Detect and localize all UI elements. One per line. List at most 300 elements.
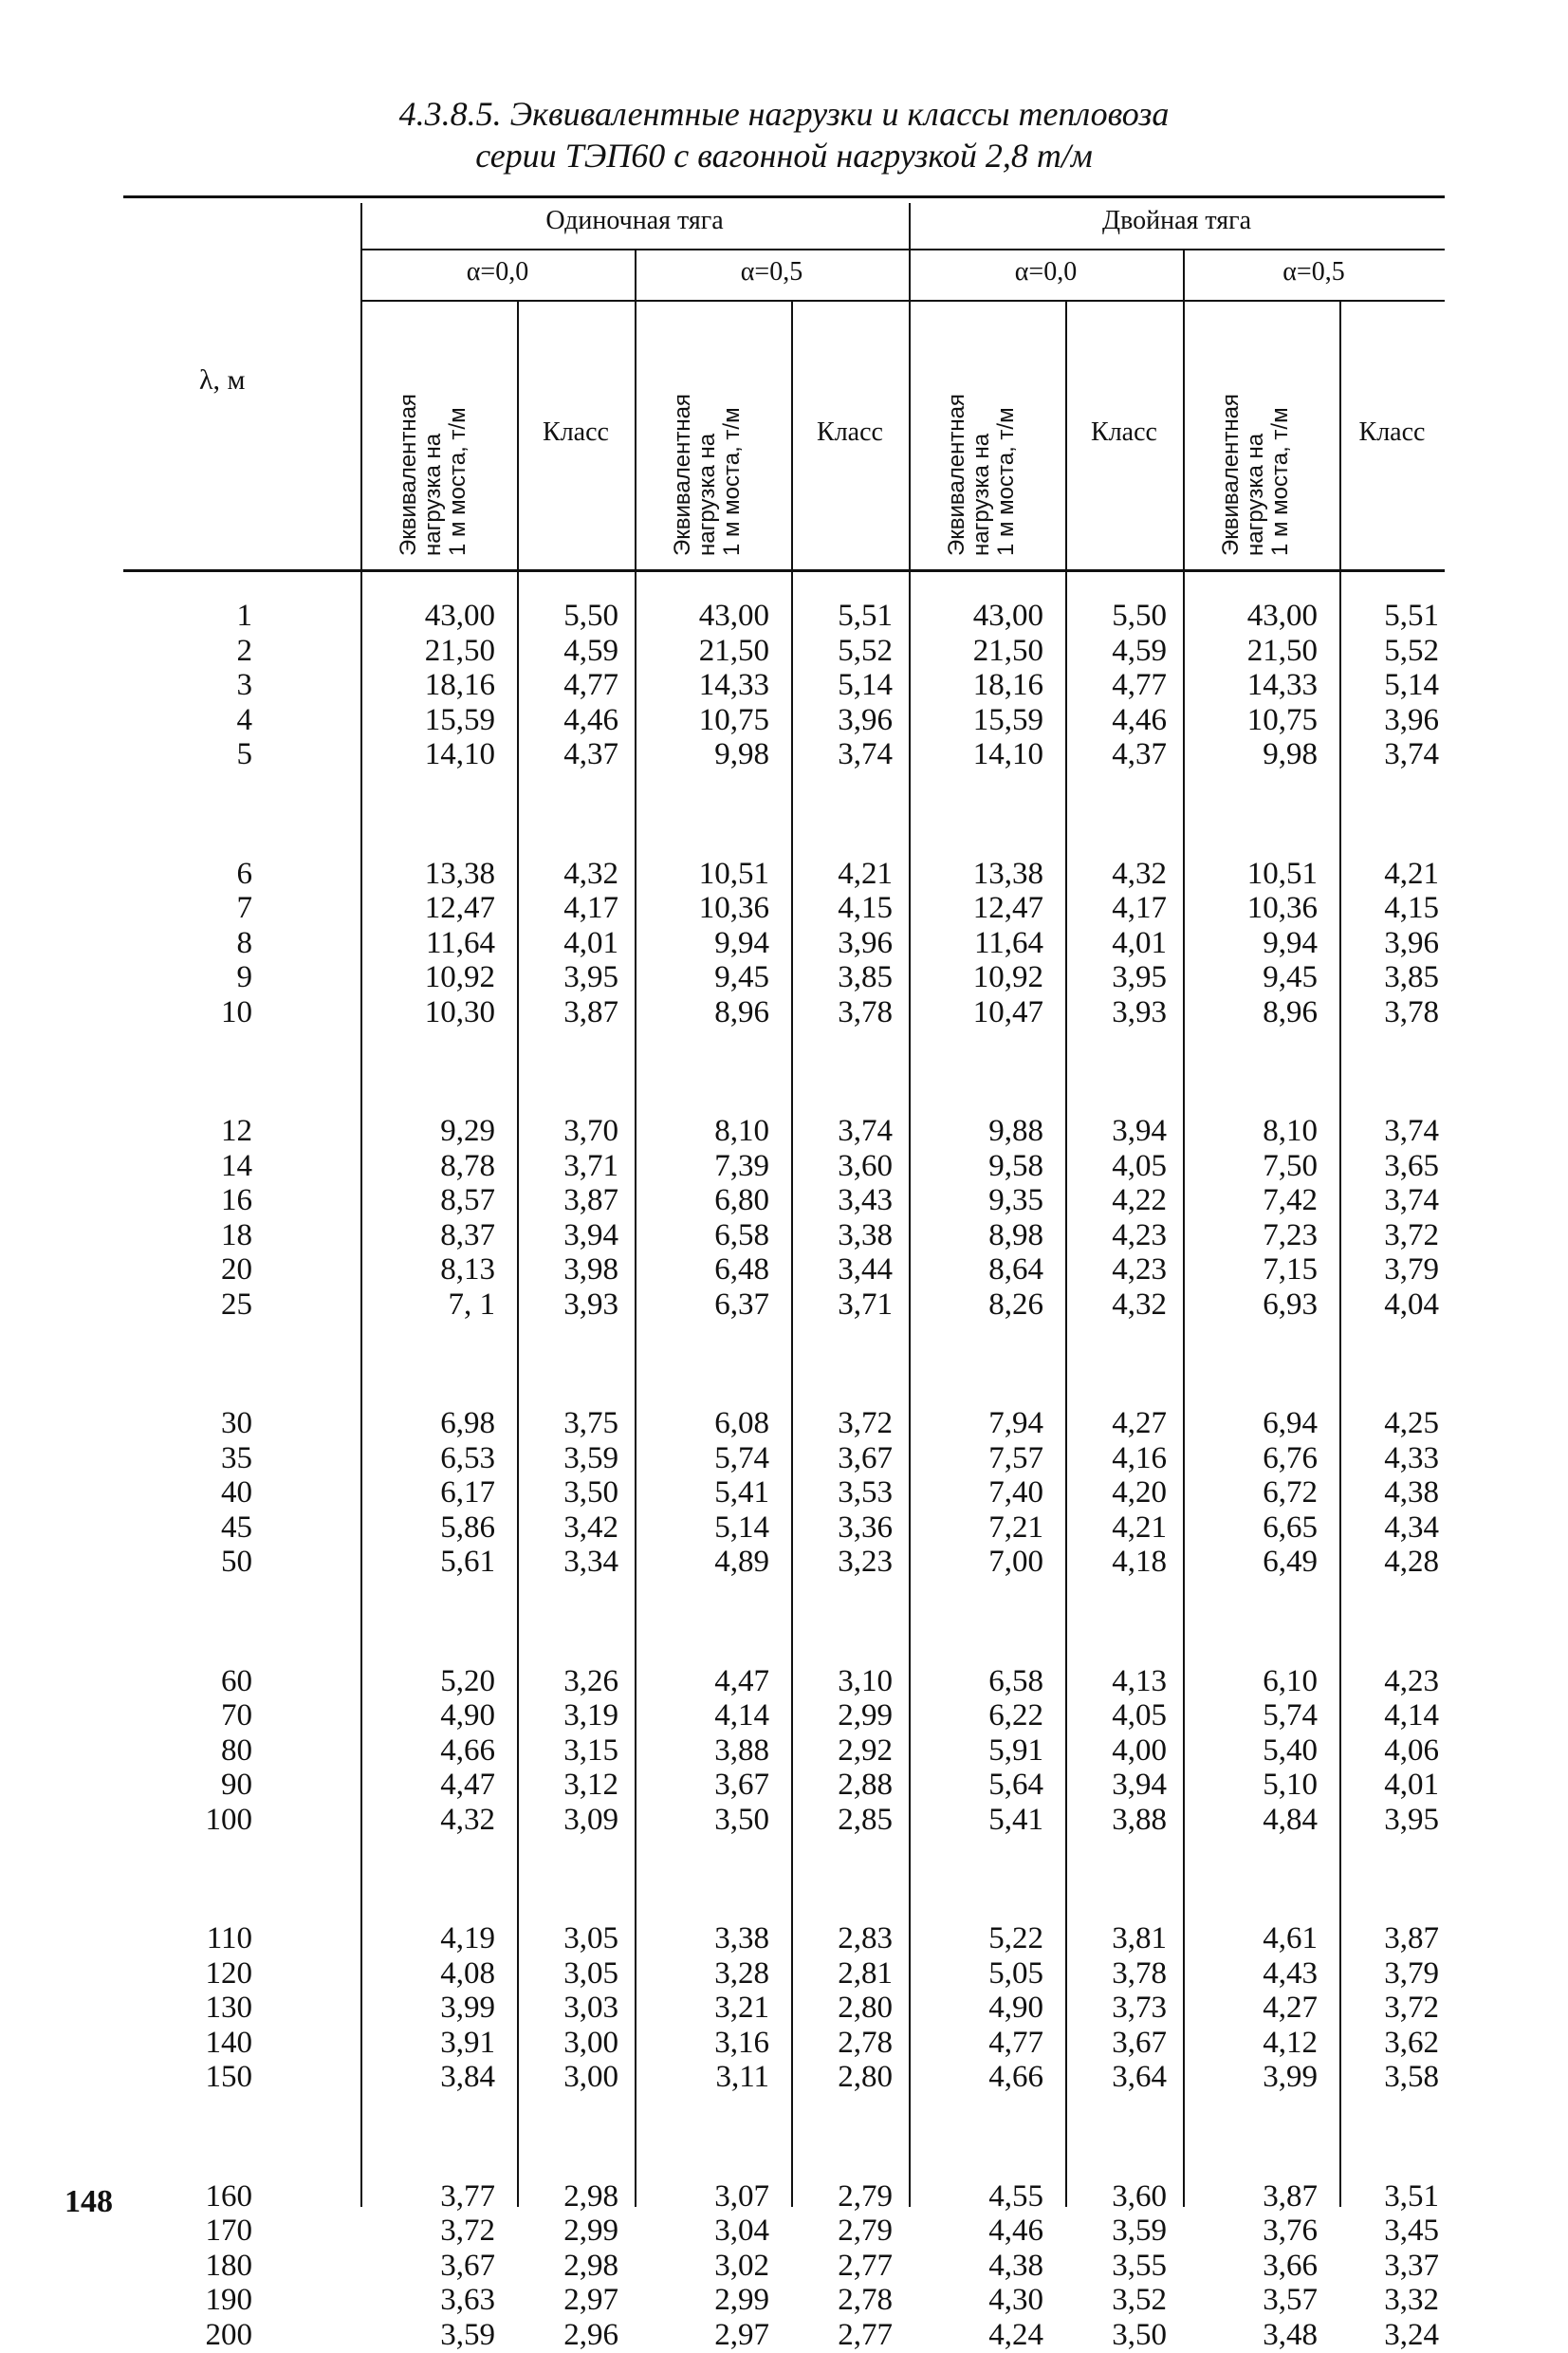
table-cell: 3,00 bbox=[563, 2025, 618, 2060]
table-cell: 3,64 bbox=[1112, 2060, 1167, 2094]
table-cell: 3,02 bbox=[714, 2248, 769, 2283]
table-cell: 3,72 bbox=[838, 1406, 893, 1440]
group-gap bbox=[1070, 2095, 1167, 2179]
table-cell: 3,51 bbox=[1384, 2178, 1439, 2214]
table-cell: 4,00 bbox=[1112, 1732, 1167, 1768]
table-cell: 6,53 bbox=[440, 1440, 495, 1475]
table-cell: 4,18 bbox=[1112, 1545, 1167, 1579]
table-cell: 18,16 bbox=[972, 668, 1043, 702]
table-cell: 4,46 bbox=[563, 702, 618, 737]
lambda-column-rule bbox=[360, 203, 362, 2207]
table-cell: 3,96 bbox=[838, 925, 893, 960]
double-a0-class-header: Класс bbox=[1091, 417, 1157, 447]
table-cell: 14,10 bbox=[972, 737, 1043, 771]
table-cell: 3,60 bbox=[1112, 2178, 1167, 2214]
table-cell: 4,55 bbox=[988, 2178, 1043, 2214]
table-cell: 4,24 bbox=[988, 2317, 1043, 2352]
table-cell: 4,04 bbox=[1384, 1287, 1439, 1322]
table-cell: 3,71 bbox=[563, 1148, 618, 1183]
table-cell: 7,39 bbox=[714, 1148, 769, 1183]
table-cell: 3,57 bbox=[1263, 2283, 1318, 2317]
table-cell: 11,64 bbox=[973, 925, 1043, 960]
table-cell: 8,10 bbox=[714, 1114, 769, 1148]
table-cell: 4,77 bbox=[563, 668, 618, 702]
table-cell: 4,16 bbox=[1112, 1440, 1167, 1475]
table-cell: 90 bbox=[221, 1768, 252, 1802]
table-cell: 3,88 bbox=[714, 1732, 769, 1768]
table-cell: 5,41 bbox=[988, 1802, 1043, 1837]
table-cell: 13,38 bbox=[424, 856, 495, 891]
table-cell: 10,30 bbox=[424, 994, 495, 1029]
table-cell: 3,74 bbox=[838, 1114, 893, 1148]
single-a0-class-rule bbox=[517, 302, 519, 2207]
table-cell: 14,33 bbox=[1246, 668, 1318, 702]
table-cell: 3,67 bbox=[714, 1768, 769, 1802]
table-cell: 4,23 bbox=[1112, 1252, 1167, 1287]
table-cell: 5,74 bbox=[1263, 1698, 1318, 1732]
single-a0-load-column bbox=[370, 599, 495, 2352]
table-cell: 3,74 bbox=[1384, 1183, 1439, 1217]
table-cell: 120 bbox=[205, 1955, 252, 1991]
table-cell: 5,74 bbox=[714, 1440, 769, 1475]
group-gap bbox=[1192, 1837, 1318, 1921]
table-cell: 150 bbox=[205, 2060, 252, 2094]
double-traction-header: Двойная тяга bbox=[1101, 206, 1252, 235]
table-cell: 3,36 bbox=[838, 1510, 893, 1545]
table-cell: 3,03 bbox=[563, 1991, 618, 2025]
double-traction-rule bbox=[909, 203, 911, 2207]
group-gap bbox=[796, 2095, 893, 2179]
table-cell: 9,45 bbox=[1263, 960, 1318, 994]
group-gap bbox=[370, 1322, 495, 1406]
table-cell: 5,86 bbox=[440, 1510, 495, 1545]
table-cell: 3,04 bbox=[714, 2214, 769, 2248]
table-cell: 4,17 bbox=[1112, 891, 1167, 925]
table-cell: 9,98 bbox=[1263, 737, 1318, 771]
table-cell: 3,98 bbox=[563, 1252, 618, 1287]
table-cell: 5,10 bbox=[1263, 1768, 1318, 1802]
table-cell: 2,77 bbox=[838, 2317, 893, 2352]
table-cell: 2,79 bbox=[838, 2214, 893, 2248]
group-gap bbox=[644, 1029, 769, 1114]
table-cell: 4,17 bbox=[563, 891, 618, 925]
lambda-header: λ, м bbox=[199, 364, 246, 396]
table-cell: 12 bbox=[221, 1114, 252, 1148]
single-a05-class-rule bbox=[791, 302, 793, 2207]
table-cell: 5,14 bbox=[1384, 668, 1439, 702]
single-a0-load-header: Эквивалентная нагрузка на 1 м моста, т/м bbox=[396, 394, 470, 556]
table-cell: 9,35 bbox=[988, 1183, 1043, 1217]
table-cell: 3,52 bbox=[1112, 2283, 1167, 2317]
table-cell: 10,47 bbox=[972, 994, 1043, 1029]
table-cell: 4,01 bbox=[1112, 925, 1167, 960]
group-gap bbox=[142, 1322, 252, 1406]
table-cell: 30 bbox=[221, 1406, 252, 1440]
table-cell: 3,72 bbox=[1384, 1991, 1439, 2025]
table-cell: 1 bbox=[236, 599, 252, 633]
group-gap bbox=[370, 2095, 495, 2179]
table-cell: 3,11 bbox=[715, 2060, 769, 2094]
group-gap bbox=[644, 2095, 769, 2179]
table-cell: 6,65 bbox=[1263, 1510, 1318, 1545]
table-cell: 3,85 bbox=[1384, 960, 1439, 994]
table-cell: 3,21 bbox=[714, 1991, 769, 2025]
table-cell: 4,14 bbox=[714, 1698, 769, 1732]
group-gap bbox=[1344, 2095, 1439, 2179]
table-cell: 15,59 bbox=[424, 702, 495, 737]
table-cell: 3,48 bbox=[1263, 2317, 1318, 2352]
table-cell: 3,50 bbox=[563, 1475, 618, 1510]
table-cell: 5,50 bbox=[1112, 599, 1167, 633]
table-cell: 3,66 bbox=[1263, 2248, 1318, 2283]
table-cell: 2,78 bbox=[838, 2283, 893, 2317]
table-cell: 2,97 bbox=[714, 2317, 769, 2352]
table-cell: 8,10 bbox=[1263, 1114, 1318, 1148]
group-gap bbox=[1192, 772, 1318, 857]
group-gap bbox=[644, 1322, 769, 1406]
table-cell: 4,47 bbox=[714, 1663, 769, 1698]
group-gap bbox=[1070, 1580, 1167, 1664]
table-cell: 6,48 bbox=[714, 1252, 769, 1287]
group-gap bbox=[918, 2095, 1043, 2179]
table-cell: 6,72 bbox=[1263, 1475, 1318, 1510]
table-cell: 3,96 bbox=[838, 702, 893, 737]
table-cell: 8,13 bbox=[440, 1252, 495, 1287]
table-cell: 3,88 bbox=[1112, 1802, 1167, 1837]
rule-under-traction bbox=[360, 249, 1445, 250]
table-cell: 3,05 bbox=[563, 1955, 618, 1991]
table-cell: 9,98 bbox=[714, 737, 769, 771]
table-cell: 5,64 bbox=[988, 1768, 1043, 1802]
table-cell: 4,22 bbox=[1112, 1183, 1167, 1217]
double-a05-rule bbox=[1183, 250, 1185, 2207]
group-gap bbox=[142, 772, 252, 857]
table-cell: 3,15 bbox=[563, 1732, 618, 1768]
table-cell: 160 bbox=[205, 2178, 252, 2214]
double-a0-load-header: Эквивалентная нагрузка на 1 м моста, т/м bbox=[944, 394, 1019, 556]
table-cell: 10,51 bbox=[1246, 856, 1318, 891]
table-cell: 3,85 bbox=[838, 960, 893, 994]
table-cell: 3,34 bbox=[563, 1545, 618, 1579]
table-cell: 3,99 bbox=[1263, 2060, 1318, 2094]
table-cell: 3,75 bbox=[563, 1406, 618, 1440]
table-cell: 3,96 bbox=[1384, 925, 1439, 960]
group-gap bbox=[370, 1580, 495, 1664]
table-cell: 21,50 bbox=[1246, 633, 1318, 668]
table-cell: 3,45 bbox=[1384, 2214, 1439, 2248]
group-gap bbox=[918, 1029, 1043, 1114]
group-gap bbox=[1192, 1322, 1318, 1406]
table-cell: 3,23 bbox=[838, 1545, 893, 1579]
group-gap bbox=[644, 1580, 769, 1664]
table-cell: 3,95 bbox=[1384, 1802, 1439, 1837]
table-cell: 3,76 bbox=[1263, 2214, 1318, 2248]
group-gap bbox=[1344, 1837, 1439, 1921]
table-cell: 2,98 bbox=[563, 2248, 618, 2283]
table-cell: 4,90 bbox=[440, 1698, 495, 1732]
single-alpha0-header: α=0,0 bbox=[466, 257, 529, 287]
group-gap bbox=[522, 2095, 618, 2179]
table-cell: 130 bbox=[205, 1991, 252, 2025]
double-alpha0-header: α=0,0 bbox=[1014, 257, 1078, 287]
double-alpha05-header: α=0,5 bbox=[1282, 257, 1345, 287]
table-cell: 200 bbox=[205, 2317, 252, 2352]
table-cell: 3,50 bbox=[1112, 2317, 1167, 2352]
table-cell: 3,78 bbox=[1384, 994, 1439, 1029]
table-cell: 43,00 bbox=[424, 599, 495, 633]
table-cell: 25 bbox=[221, 1287, 252, 1322]
table-cell: 18,16 bbox=[424, 668, 495, 702]
table-cell: 9 bbox=[236, 960, 252, 994]
double-a0-class-column bbox=[1070, 599, 1167, 2352]
table-cell: 4,27 bbox=[1263, 1991, 1318, 2025]
table-cell: 4,08 bbox=[440, 1955, 495, 1991]
double-a05-class-rule bbox=[1339, 302, 1341, 2207]
load-class-table bbox=[123, 195, 1445, 2352]
table-cell: 14 bbox=[221, 1148, 252, 1183]
single-a05-rule bbox=[635, 250, 636, 2207]
table-cell: 3,63 bbox=[440, 2283, 495, 2317]
group-gap bbox=[1192, 1580, 1318, 1664]
table-cell: 4,66 bbox=[988, 2060, 1043, 2094]
table-cell: 2,79 bbox=[838, 2178, 893, 2214]
group-gap bbox=[918, 1837, 1043, 1921]
table-cell: 8,37 bbox=[440, 1217, 495, 1252]
table-cell: 3,12 bbox=[563, 1768, 618, 1802]
table-cell: 4,01 bbox=[563, 925, 618, 960]
table-cell: 2,99 bbox=[838, 1698, 893, 1732]
group-gap bbox=[796, 1580, 893, 1664]
table-cell: 3,26 bbox=[563, 1663, 618, 1698]
table-cell: 4,21 bbox=[838, 856, 893, 891]
table-cell: 7,42 bbox=[1263, 1183, 1318, 1217]
table-cell: 7,40 bbox=[988, 1475, 1043, 1510]
table-cell: 3,71 bbox=[838, 1287, 893, 1322]
table-cell: 3,37 bbox=[1384, 2248, 1439, 2283]
table-cell: 6,93 bbox=[1263, 1287, 1318, 1322]
table-cell: 4,84 bbox=[1263, 1802, 1318, 1837]
table-cell: 8,26 bbox=[988, 1287, 1043, 1322]
table-cell: 70 bbox=[221, 1698, 252, 1732]
table-cell: 10,51 bbox=[698, 856, 769, 891]
group-gap bbox=[1070, 1837, 1167, 1921]
table-cell: 4,27 bbox=[1112, 1406, 1167, 1440]
table-cell: 4,21 bbox=[1384, 856, 1439, 891]
table-cell: 5,05 bbox=[988, 1955, 1043, 1991]
table-cell: 3,94 bbox=[1112, 1114, 1167, 1148]
group-gap bbox=[918, 1580, 1043, 1664]
group-gap bbox=[370, 772, 495, 857]
single-a0-class-column bbox=[522, 599, 618, 2352]
table-cell: 3 bbox=[236, 668, 252, 702]
table-cell: 4,01 bbox=[1384, 1768, 1439, 1802]
group-gap bbox=[644, 1837, 769, 1921]
table-cell: 3,73 bbox=[1112, 1991, 1167, 2025]
table-cell: 2,98 bbox=[563, 2178, 618, 2214]
table-cell: 21,50 bbox=[424, 633, 495, 668]
table-cell: 7,57 bbox=[988, 1440, 1043, 1475]
table-cell: 3,00 bbox=[563, 2060, 618, 2094]
rule-under-alpha bbox=[360, 300, 1445, 302]
table-cell: 2,97 bbox=[563, 2283, 618, 2317]
table-cell: 3,05 bbox=[563, 1921, 618, 1955]
table-cell: 10,36 bbox=[1246, 891, 1318, 925]
group-gap bbox=[1070, 1322, 1167, 1406]
table-cell: 2,78 bbox=[838, 2025, 893, 2060]
table-cell: 10 bbox=[221, 994, 252, 1029]
group-gap bbox=[142, 1580, 252, 1664]
table-cell: 3,91 bbox=[440, 2025, 495, 2060]
table-cell: 4,37 bbox=[563, 737, 618, 771]
table-cell: 3,94 bbox=[1112, 1768, 1167, 1802]
table-cell: 4,47 bbox=[440, 1768, 495, 1802]
table-cell: 8,96 bbox=[714, 994, 769, 1029]
single-a05-load-header: Эквивалентная нагрузка на 1 м моста, т/м bbox=[670, 394, 745, 556]
group-gap bbox=[1344, 1580, 1439, 1664]
table-cell: 3,96 bbox=[1384, 702, 1439, 737]
table-cell: 3,94 bbox=[563, 1217, 618, 1252]
table-cell: 6,98 bbox=[440, 1406, 495, 1440]
table-cell: 7,15 bbox=[1263, 1252, 1318, 1287]
group-gap bbox=[522, 1029, 618, 1114]
group-gap bbox=[1070, 772, 1167, 857]
table-cell: 5,41 bbox=[714, 1475, 769, 1510]
table-cell: 3,70 bbox=[563, 1114, 618, 1148]
lambda-column bbox=[142, 599, 252, 2352]
double-a05-load-header: Эквивалентная нагрузка на 1 м моста, т/м bbox=[1218, 394, 1293, 556]
table-cell: 6,76 bbox=[1263, 1440, 1318, 1475]
table-cell: 6,10 bbox=[1263, 1663, 1318, 1698]
table-cell: 4,21 bbox=[1112, 1510, 1167, 1545]
table-cell: 12,47 bbox=[424, 891, 495, 925]
table-cell: 8,64 bbox=[988, 1252, 1043, 1287]
table-cell: 80 bbox=[221, 1732, 252, 1768]
table-cell: 2,77 bbox=[838, 2248, 893, 2283]
table-cell: 3,38 bbox=[714, 1921, 769, 1955]
table-cell: 14,33 bbox=[698, 668, 769, 702]
table-cell: 9,29 bbox=[440, 1114, 495, 1148]
table-cell: 40 bbox=[221, 1475, 252, 1510]
table-cell: 3,95 bbox=[1112, 960, 1167, 994]
table-cell: 4,05 bbox=[1112, 1698, 1167, 1732]
table-cell: 3,81 bbox=[1112, 1921, 1167, 1955]
group-gap bbox=[1192, 1029, 1318, 1114]
table-cell: 2,96 bbox=[563, 2317, 618, 2352]
group-gap bbox=[1192, 2095, 1318, 2179]
table-cell: 3,59 bbox=[563, 1440, 618, 1475]
table-cell: 2,85 bbox=[838, 1802, 893, 1837]
table-cell: 3,87 bbox=[563, 994, 618, 1029]
table-cell: 4,89 bbox=[714, 1545, 769, 1579]
table-cell: 4,38 bbox=[1384, 1475, 1439, 1510]
table-cell: 8,98 bbox=[988, 1217, 1043, 1252]
group-gap bbox=[142, 2095, 252, 2179]
table-cell: 3,87 bbox=[1384, 1921, 1439, 1955]
table-cell: 35 bbox=[221, 1440, 252, 1475]
table-top-rule bbox=[123, 195, 1445, 198]
table-cell: 3,79 bbox=[1384, 1955, 1439, 1991]
table-cell: 100 bbox=[205, 1802, 252, 1837]
table-cell: 3,32 bbox=[1384, 2283, 1439, 2317]
table-cell: 3,99 bbox=[440, 1991, 495, 2025]
table-cell: 9,45 bbox=[714, 960, 769, 994]
table-cell: 7,50 bbox=[1263, 1148, 1318, 1183]
header-bottom-rule bbox=[123, 569, 1445, 572]
table-cell: 3,07 bbox=[714, 2178, 769, 2214]
table-cell: 6,08 bbox=[714, 1406, 769, 1440]
table-cell: 3,10 bbox=[838, 1663, 893, 1698]
table-cell: 6,94 bbox=[1263, 1406, 1318, 1440]
table-cell: 170 bbox=[205, 2214, 252, 2248]
table-cell: 3,95 bbox=[563, 960, 618, 994]
table-cell: 50 bbox=[221, 1545, 252, 1579]
table-cell: 10,92 bbox=[424, 960, 495, 994]
group-gap bbox=[1070, 1029, 1167, 1114]
double-a05-load-column bbox=[1192, 599, 1318, 2352]
table-cell: 7 bbox=[236, 891, 252, 925]
table-cell: 7,00 bbox=[988, 1545, 1043, 1579]
table-cell: 3,67 bbox=[838, 1440, 893, 1475]
table-cell: 2 bbox=[236, 633, 252, 668]
table-cell: 3,43 bbox=[838, 1183, 893, 1217]
table-cell: 13,38 bbox=[972, 856, 1043, 891]
table-cell: 14,10 bbox=[424, 737, 495, 771]
table-cell: 10,92 bbox=[972, 960, 1043, 994]
table-cell: 5,61 bbox=[440, 1545, 495, 1579]
table-cell: 2,83 bbox=[838, 1921, 893, 1955]
table-cell: 4 bbox=[236, 702, 252, 737]
table-cell: 8,78 bbox=[440, 1148, 495, 1183]
table-cell: 7,23 bbox=[1263, 1217, 1318, 1252]
table-cell: 4,13 bbox=[1112, 1663, 1167, 1698]
table-cell: 20 bbox=[221, 1252, 252, 1287]
table-cell: 4,20 bbox=[1112, 1475, 1167, 1510]
table-cell: 6,37 bbox=[714, 1287, 769, 1322]
table-cell: 4,30 bbox=[988, 2283, 1043, 2317]
table-cell: 3,60 bbox=[838, 1148, 893, 1183]
single-a05-class-column bbox=[796, 599, 893, 2352]
table-cell: 3,87 bbox=[1263, 2178, 1318, 2214]
table-cell: 6,80 bbox=[714, 1183, 769, 1217]
table-cell: 3,79 bbox=[1384, 1252, 1439, 1287]
table-cell: 4,46 bbox=[1112, 702, 1167, 737]
title-line-2: серии ТЭП60 с вагонной нагрузкой 2,8 т/м bbox=[475, 137, 1093, 175]
group-gap bbox=[796, 772, 893, 857]
table-cell: 18 bbox=[221, 1217, 252, 1252]
table-cell: 3,62 bbox=[1384, 2025, 1439, 2060]
table-cell: 3,78 bbox=[838, 994, 893, 1029]
table-cell: 3,77 bbox=[440, 2178, 495, 2214]
table-cell: 5,52 bbox=[838, 633, 893, 668]
table-cell: 3,93 bbox=[563, 1287, 618, 1322]
table-cell: 3,72 bbox=[1384, 1217, 1439, 1252]
table-cell: 6,22 bbox=[988, 1698, 1043, 1732]
table-cell: 4,06 bbox=[1384, 1732, 1439, 1768]
table-cell: 3,59 bbox=[440, 2317, 495, 2352]
table-cell: 3,84 bbox=[440, 2060, 495, 2094]
table-cell: 2,92 bbox=[838, 1732, 893, 1768]
group-gap bbox=[142, 1837, 252, 1921]
table-cell: 3,58 bbox=[1384, 2060, 1439, 2094]
table-cell: 3,67 bbox=[440, 2248, 495, 2283]
group-gap bbox=[918, 772, 1043, 857]
group-gap bbox=[370, 1837, 495, 1921]
single-a05-load-column bbox=[644, 599, 769, 2352]
table-cell: 5,22 bbox=[988, 1921, 1043, 1955]
table-cell: 3,74 bbox=[1384, 737, 1439, 771]
table-cell: 5,14 bbox=[838, 668, 893, 702]
table-cell: 4,32 bbox=[1112, 856, 1167, 891]
